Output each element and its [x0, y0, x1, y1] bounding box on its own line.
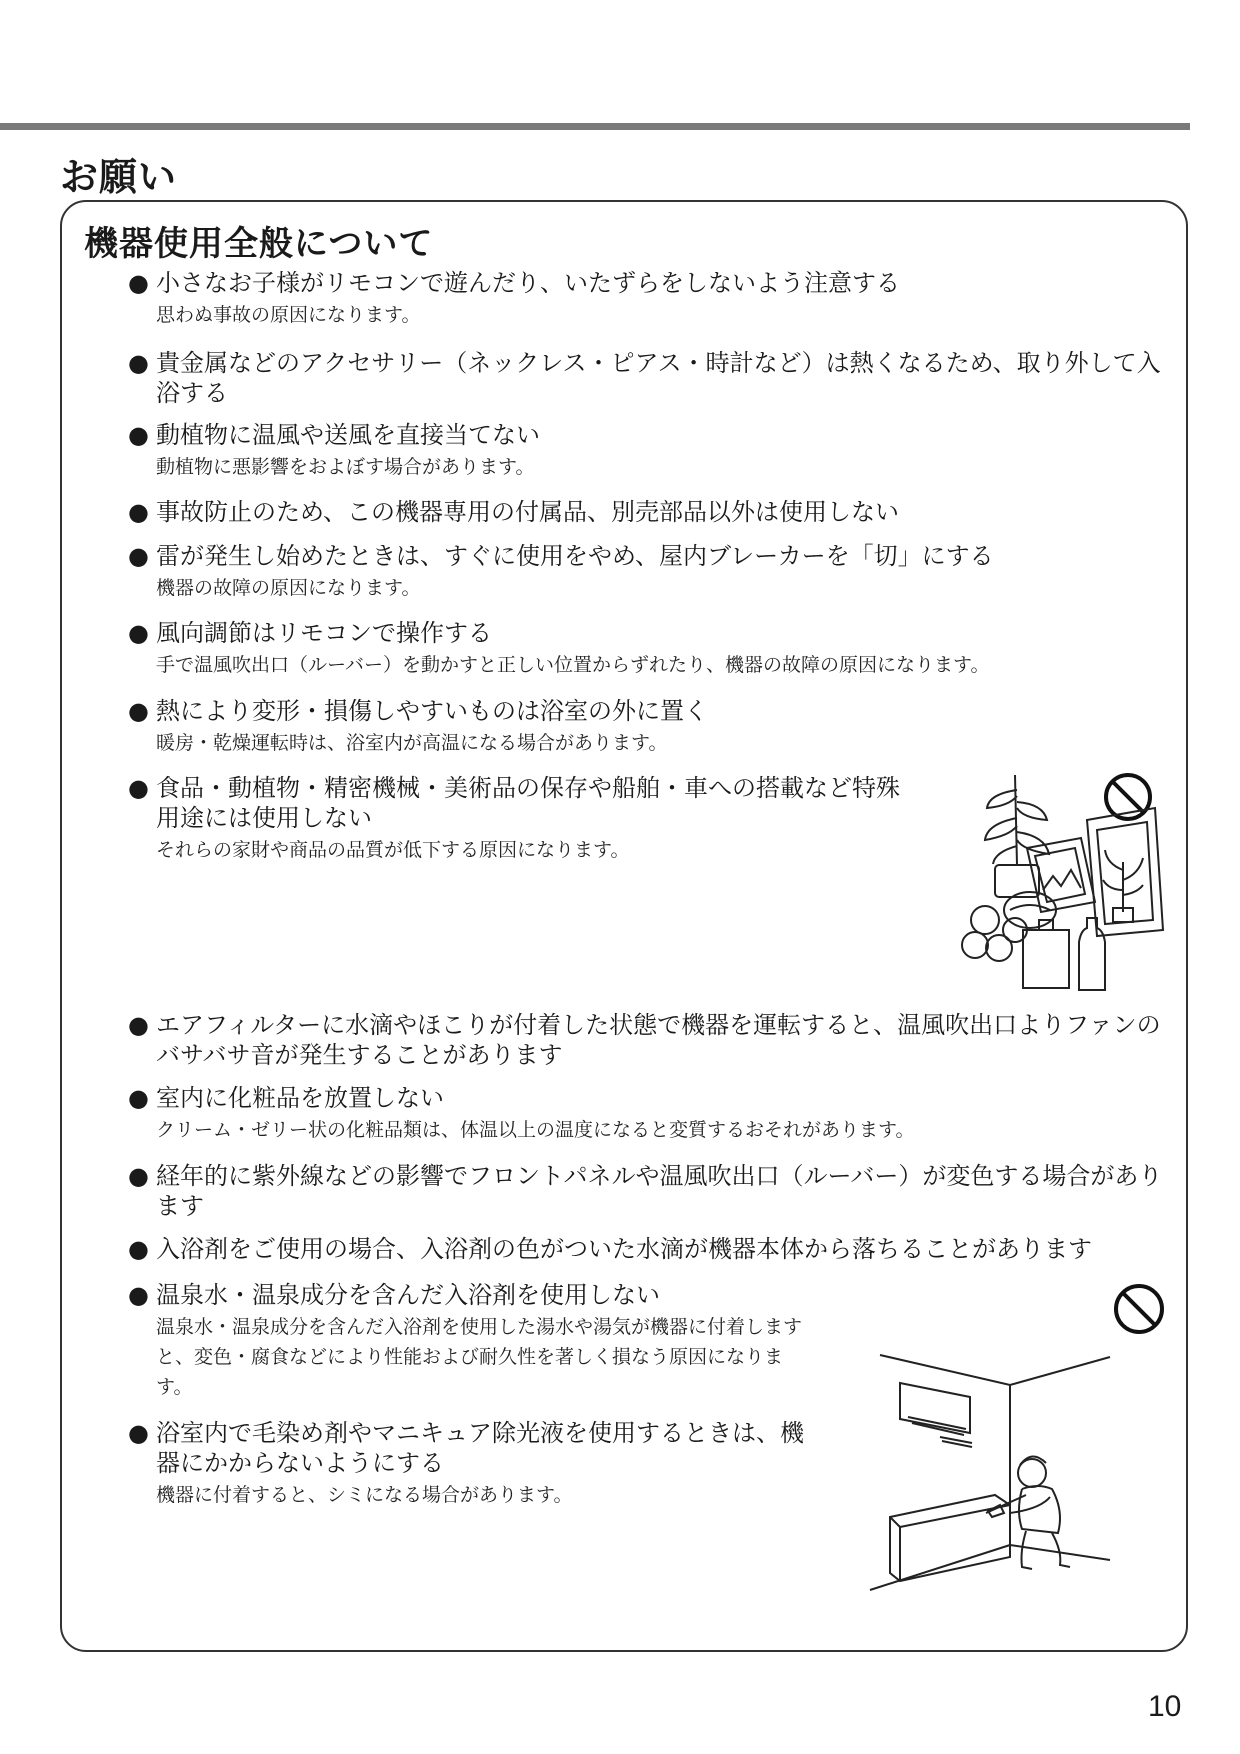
page-title: お願い — [60, 155, 178, 199]
list-item — [128, 497, 1173, 527]
top-rule — [0, 123, 1190, 130]
list-item — [128, 1161, 1173, 1221]
prohibition-icon — [1112, 1282, 1166, 1336]
item-heading: 食品・動植物・精密機械・美術品の保存や船舶・車への搭載など特殊用途には使用しない — [156, 774, 900, 832]
item-note: 機器の故障の原因になります。 — [156, 577, 421, 599]
item-heading: 小さなお子様がリモコンで遊んだり、いたずらをしないよう注意する — [156, 269, 900, 297]
bullet-icon: ● — [128, 1281, 149, 1309]
list-item — [128, 1234, 1173, 1264]
item-heading: 経年的に紫外線などの影響でフロントパネルや温風吹出口（ルーバー）が変色する場合があります — [156, 1162, 1163, 1220]
bullet-icon: ● — [128, 1084, 149, 1112]
list-item — [128, 420, 948, 482]
item-heading: 熱により変形・損傷しやすいものは浴室の外に置く — [156, 697, 708, 725]
item-heading: 雷が発生し始めたときは、すぐに使用をやめ、屋内ブレーカーを「切」にする — [156, 542, 994, 570]
item-note: 暖房・乾燥運転時は、浴室内が高温になる場合があります。 — [156, 732, 668, 754]
bullet-icon: ● — [128, 542, 149, 570]
item-heading: 浴室内で毛染め剤やマニキュア除光液を使用するときは、機器にかからないようにする — [156, 1419, 804, 1477]
item-heading: エアフィルターに水滴やほこりが付着した状態で機器を運転すると、温風吹出口よりファンのバサバサ音が発生することがあります — [156, 1011, 1161, 1069]
item-heading: 事故防止のため、この機器専用の付属品、別売部品以外は使用しない — [156, 498, 900, 526]
list-item — [128, 541, 1173, 603]
bullet-icon: ● — [128, 1419, 149, 1447]
item-note: それらの家財や商品の品質が低下する原因になります。 — [156, 839, 630, 861]
bullet-icon: ● — [128, 774, 149, 802]
list-item — [128, 1280, 818, 1402]
item-note: 手で温風吹出口（ルーバー）を動かすと正しい位置からずれたり、機器の故障の原因になります。 — [156, 654, 990, 676]
list-item — [128, 696, 1173, 758]
list-item — [128, 1083, 1173, 1145]
bullet-icon: ● — [128, 1162, 149, 1190]
item-note: クリーム・ゼリー状の化粧品類は、体温以上の温度になると変質するおそれがあります。 — [156, 1119, 915, 1141]
bullet-icon: ● — [128, 697, 149, 725]
list-item — [128, 348, 1173, 408]
item-heading: 室内に化粧品を放置しない — [156, 1084, 444, 1112]
item-heading: 動植物に温風や送風を直接当てない — [156, 421, 540, 449]
bullet-icon: ● — [128, 349, 149, 377]
bullet-icon: ● — [128, 269, 149, 297]
item-heading: 温泉水・温泉成分を含んだ入浴剤を使用しない — [156, 1281, 660, 1309]
item-heading: 入浴剤をご使用の場合、入浴剤の色がついた水滴が機器本体から落ちることがあります — [156, 1235, 1092, 1263]
list-item — [128, 1418, 818, 1510]
list-item — [128, 1010, 1173, 1070]
bullet-icon: ● — [128, 619, 149, 647]
item-note: 動植物に悪影響をおよぼす場合があります。 — [156, 456, 535, 478]
item-heading: 貴金属などのアクセサリー（ネックレス・ピアス・時計など）は熱くなるため、取り外して入浴する — [156, 349, 1161, 407]
bullet-icon: ● — [128, 421, 149, 449]
page-number: 10 — [1148, 1690, 1182, 1723]
bullet-icon: ● — [128, 1235, 149, 1263]
plants-and-goods-illustration — [955, 770, 1170, 995]
item-note: 温泉水・温泉成分を含んだ入浴剤を使用した湯水や湯気が機器に付着しますと、変色・腐食などにより性能および耐久性を著しく損なう原因になります。 — [156, 1316, 803, 1398]
item-note: 思わぬ事故の原因になります。 — [156, 304, 421, 326]
list-item — [128, 773, 918, 865]
section-title: 機器使用全般について — [84, 224, 434, 264]
bullet-icon: ● — [128, 498, 149, 526]
item-note: 機器に付着すると、シミになる場合があります。 — [156, 1484, 573, 1506]
list-item — [128, 268, 948, 330]
bullet-icon: ● — [128, 1011, 149, 1039]
bathroom-illustration — [860, 1345, 1120, 1595]
item-heading: 風向調節はリモコンで操作する — [156, 619, 492, 647]
list-item — [128, 618, 1173, 680]
